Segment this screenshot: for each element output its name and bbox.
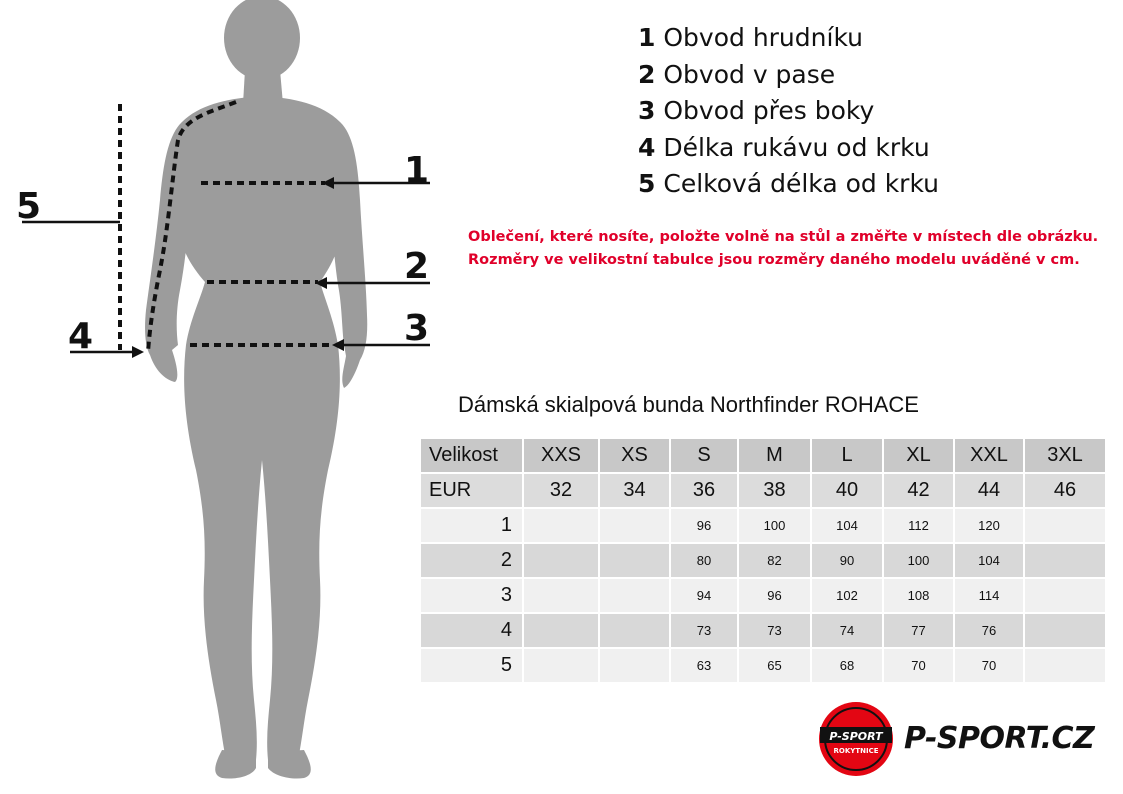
legend-number: 2 <box>638 59 656 89</box>
table-cell: 96 <box>670 508 738 543</box>
table-cell: 42 <box>883 473 954 508</box>
table-cell: 36 <box>670 473 738 508</box>
table-cell <box>523 648 599 683</box>
table-cell: 104 <box>954 543 1024 578</box>
table-cell: 73 <box>670 613 738 648</box>
legend-text: Obvod v pase <box>663 59 836 89</box>
table-cell: 3XL <box>1024 438 1106 473</box>
row-label: EUR <box>420 473 523 508</box>
table-cell: 104 <box>811 508 883 543</box>
table-cell: 76 <box>954 613 1024 648</box>
table-cell: 63 <box>670 648 738 683</box>
legend-number: 5 <box>638 169 656 198</box>
table-cell: 38 <box>738 473 811 508</box>
legend-item <box>638 93 939 130</box>
table-cell <box>1024 578 1106 613</box>
table-cell: 68 <box>811 648 883 683</box>
table-row <box>420 578 1106 613</box>
table-cell: 94 <box>670 578 738 613</box>
table-cell <box>1024 613 1106 648</box>
logo-wordmark: P-SPORT.CZ <box>904 721 1095 756</box>
figure-number-4: 4 <box>68 316 94 357</box>
table-cell: 40 <box>811 473 883 508</box>
row-label: 2 <box>420 543 523 578</box>
table-header-row <box>420 438 1106 473</box>
table-eur-row <box>420 473 1106 508</box>
table-cell: 70 <box>883 648 954 683</box>
table-cell: 70 <box>954 648 1024 683</box>
figure-number-3: 3 <box>404 308 430 349</box>
table-cell <box>599 613 670 648</box>
instruction-note <box>468 226 1098 272</box>
table-row <box>420 648 1106 683</box>
table-cell <box>523 578 599 613</box>
row-label: 5 <box>420 648 523 683</box>
table-cell: XS <box>599 438 670 473</box>
row-label: 4 <box>420 613 523 648</box>
table-cell <box>1024 508 1106 543</box>
table-cell: 73 <box>738 613 811 648</box>
table-cell: M <box>738 438 811 473</box>
table-cell <box>599 543 670 578</box>
figure-number-5: 5 <box>16 186 42 227</box>
table-cell: 77 <box>883 613 954 648</box>
legend-item <box>638 57 939 94</box>
table-cell <box>523 543 599 578</box>
table-cell <box>599 508 670 543</box>
instruction-line-2: Rozměry ve velikostní tabulce jsou rozměry daného modelu uváděné v cm. <box>468 252 1080 268</box>
table-cell: 44 <box>954 473 1024 508</box>
table-cell: 74 <box>811 613 883 648</box>
instruction-line-1: Oblečení, které nosíte, položte volně na stůl a změřte v místech dle obrázku. <box>468 229 1099 245</box>
table-cell: 100 <box>883 543 954 578</box>
table-cell <box>599 578 670 613</box>
figure-number-2: 2 <box>404 246 430 287</box>
table-cell: 80 <box>670 543 738 578</box>
row-label: 1 <box>420 508 523 543</box>
row-label: Velikost <box>420 438 523 473</box>
legend-number: 3 <box>638 96 656 125</box>
table-cell: 114 <box>954 578 1024 613</box>
table-cell: 34 <box>599 473 670 508</box>
table-title: Dámská skialpová bunda Northfinder ROHACE <box>458 392 919 417</box>
table-cell: XL <box>883 438 954 473</box>
body-silhouette <box>145 0 367 779</box>
table-cell <box>1024 543 1106 578</box>
legend-number: 4 <box>638 132 656 162</box>
table-cell: 65 <box>738 648 811 683</box>
logo-badge-bottom: ROKYTNICE <box>833 747 879 755</box>
table-cell: 96 <box>738 578 811 613</box>
table-cell: XXL <box>954 438 1024 473</box>
table-cell: 108 <box>883 578 954 613</box>
table-cell: 82 <box>738 543 811 578</box>
table-cell: 100 <box>738 508 811 543</box>
legend-text: Obvod přes boky <box>663 96 875 125</box>
table-cell <box>599 648 670 683</box>
logo-badge-top: P-SPORT <box>829 730 883 743</box>
table-row <box>420 613 1106 648</box>
figure-number-1: 1 <box>404 150 430 191</box>
table-cell: 46 <box>1024 473 1106 508</box>
legend-item <box>638 20 939 57</box>
measurement-figure <box>0 0 460 794</box>
legend-text: Obvod hrudníku <box>663 23 863 52</box>
table-cell <box>1024 648 1106 683</box>
legend-text: Délka rukávu od krku <box>663 132 930 162</box>
table-cell: 102 <box>811 578 883 613</box>
legend-number: 1 <box>638 23 656 52</box>
table-row <box>420 543 1106 578</box>
table-cell: XXS <box>523 438 599 473</box>
table-cell: 112 <box>883 508 954 543</box>
legend-item <box>638 130 939 167</box>
measurement-legend <box>638 20 939 203</box>
table-cell: 120 <box>954 508 1024 543</box>
legend-item <box>638 166 939 203</box>
table-cell: 32 <box>523 473 599 508</box>
table-cell: L <box>811 438 883 473</box>
legend-text: Celková délka od krku <box>663 169 940 198</box>
table-row <box>420 508 1106 543</box>
table-cell: 90 <box>811 543 883 578</box>
table-cell: S <box>670 438 738 473</box>
row-label: 3 <box>420 578 523 613</box>
table-cell <box>523 508 599 543</box>
table-cell <box>523 613 599 648</box>
size-table <box>419 437 1107 684</box>
